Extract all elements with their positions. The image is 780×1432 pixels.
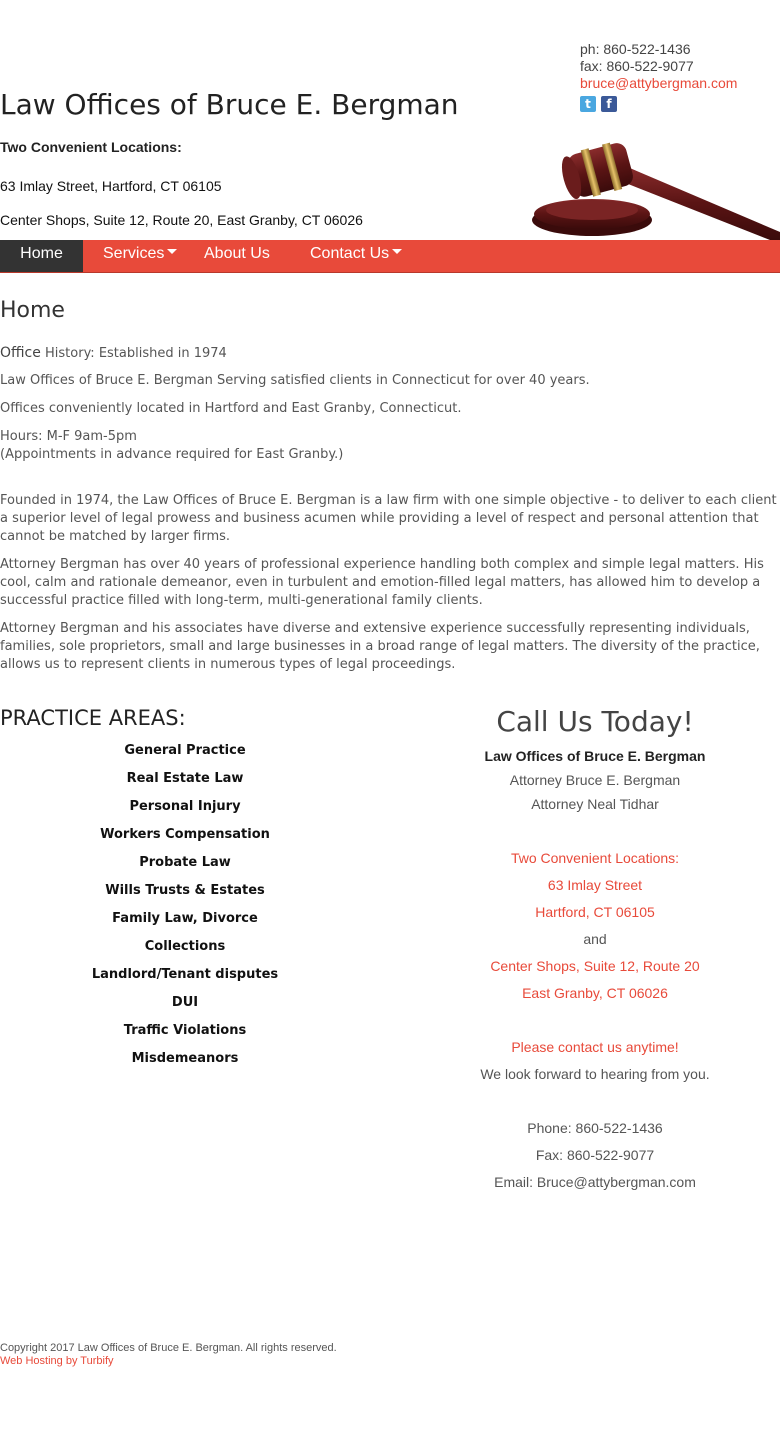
nav-services-label: Services (103, 245, 165, 262)
founded-paragraph: Founded in 1974, the Law Offices of Bruce E. Bergman is a law firm with one simple objective - to deliver to each client a superior level of legal prowess and business acumen while providing a level of respect and personal attention that cannot be matched by larger firms. (0, 493, 777, 544)
nav-home[interactable]: Home (0, 240, 83, 272)
call-street-east-granby: Center Shops, Suite 12, Route 20 (490, 958, 700, 974)
nav-contact[interactable] (310, 240, 402, 272)
caret-down-icon (392, 249, 402, 254)
address-east-granby: Center Shops, Suite 12, Route 20, East Granby, CT 06026 (0, 212, 363, 228)
practice-item: Collections (144, 939, 226, 954)
site-footer (0, 1342, 337, 1368)
web-hosting-link[interactable]: Web Hosting by Turbify (0, 1355, 114, 1367)
hours-text (0, 428, 780, 464)
caret-down-icon (167, 249, 177, 254)
appointments-line: (Appointments in advance required for East Granby.) (0, 447, 344, 462)
facebook-icon[interactable]: f (601, 96, 617, 112)
practice-item: DUI (171, 995, 199, 1010)
spacer (410, 1007, 780, 1034)
practice-item: Traffic Violations (123, 1023, 247, 1038)
practice-item: Real Estate Law (126, 771, 244, 786)
call-locations-title: Two Convenient Locations: (510, 850, 680, 866)
call-city-hartford: Hartford, CT 06105 (535, 904, 655, 920)
header-email-link[interactable]: bruce@attybergman.com (580, 75, 738, 91)
nav-services[interactable] (103, 240, 177, 272)
page-title: Home (0, 298, 65, 323)
serving-text: Law Offices of Bruce E. Bergman Serving satisfied clients in Connecticut for over 40 years. (0, 373, 590, 388)
header-fax: fax: 860-522-9077 (580, 58, 694, 74)
practice-item: Family Law, Divorce (112, 911, 258, 926)
office-history (0, 344, 780, 363)
call-attorney-bergman: Attorney Bruce E. Bergman (509, 772, 681, 788)
office-history-text: History: Established in 1974 (40, 346, 227, 361)
main-navigation (0, 240, 780, 273)
practice-item: Probate Law (139, 855, 231, 870)
header-phone: ph: 860-522-1436 (580, 41, 691, 57)
call-attorney-tidhar: Attorney Neal Tidhar (531, 796, 659, 812)
practice-item: Workers Compensation (100, 827, 270, 842)
nav-contact-label: Contact Us (310, 245, 390, 262)
site-title: Law Offices of Bruce E. Bergman (0, 88, 459, 121)
call-city-east-granby: East Granby, CT 06026 (522, 985, 668, 1001)
call-phone: Phone: 860-522-1436 (527, 1120, 663, 1136)
call-look-forward: We look forward to hearing from you. (480, 1066, 710, 1082)
call-contact-anytime: Please contact us anytime! (511, 1039, 679, 1055)
call-us-section (410, 703, 780, 1196)
call-firm-name: Law Offices of Bruce E. Bergman (484, 748, 706, 764)
practice-areas-heading: PRACTICE AREAS: (0, 706, 186, 730)
nav-about[interactable]: About Us (204, 245, 270, 262)
office-history-lead: Office (0, 345, 41, 361)
experience-paragraph: Attorney Bergman has over 40 years of professional experience handling both complex and simple legal matters. His cool, calm and rationale demeanor, even in turbulent and emotion-filled legal matters, has allowed him to develop a successful practice filled with long-term, multi-generational family clients. (0, 557, 764, 608)
call-fax: Fax: 860-522-9077 (535, 1147, 655, 1163)
practice-item: Landlord/Tenant disputes (91, 967, 279, 982)
site-header (0, 0, 780, 240)
copyright-text: Copyright 2017 Law Offices of Bruce E. Bergman. All rights reserved. (0, 1342, 337, 1354)
spacer (410, 818, 780, 845)
call-email: Email: Bruce@attybergman.com (494, 1174, 696, 1190)
twitter-icon[interactable]: t (580, 96, 596, 112)
header-contact (580, 41, 737, 112)
call-and: and (583, 931, 607, 947)
offices-text: Offices conveniently located in Hartford and East Granby, Connecticut. (0, 401, 462, 416)
practice-item: Wills Trusts & Estates (105, 883, 265, 898)
locations-title: Two Convenient Locations: (0, 139, 182, 155)
hours-line: Hours: M-F 9am-5pm (0, 429, 137, 444)
call-us-heading: Call Us Today! (496, 705, 694, 738)
call-street-hartford: 63 Imlay Street (547, 877, 643, 893)
gavel-image (530, 128, 780, 240)
address-hartford: 63 Imlay Street, Hartford, CT 06105 (0, 178, 222, 194)
practice-areas-list (0, 742, 370, 1078)
practice-item: Personal Injury (129, 799, 241, 814)
social-links (580, 96, 737, 112)
practice-item: Misdemeanors (131, 1051, 239, 1066)
spacer (410, 1088, 780, 1115)
associates-paragraph: Attorney Bergman and his associates have diverse and extensive experience successfully representing individuals, families, sole proprietors, small and large businesses in a broad range of legal matters. The diversity of the practice, allows us to represent clients in numerous types of legal proceedings. (0, 621, 760, 672)
practice-item: General Practice (124, 743, 246, 758)
